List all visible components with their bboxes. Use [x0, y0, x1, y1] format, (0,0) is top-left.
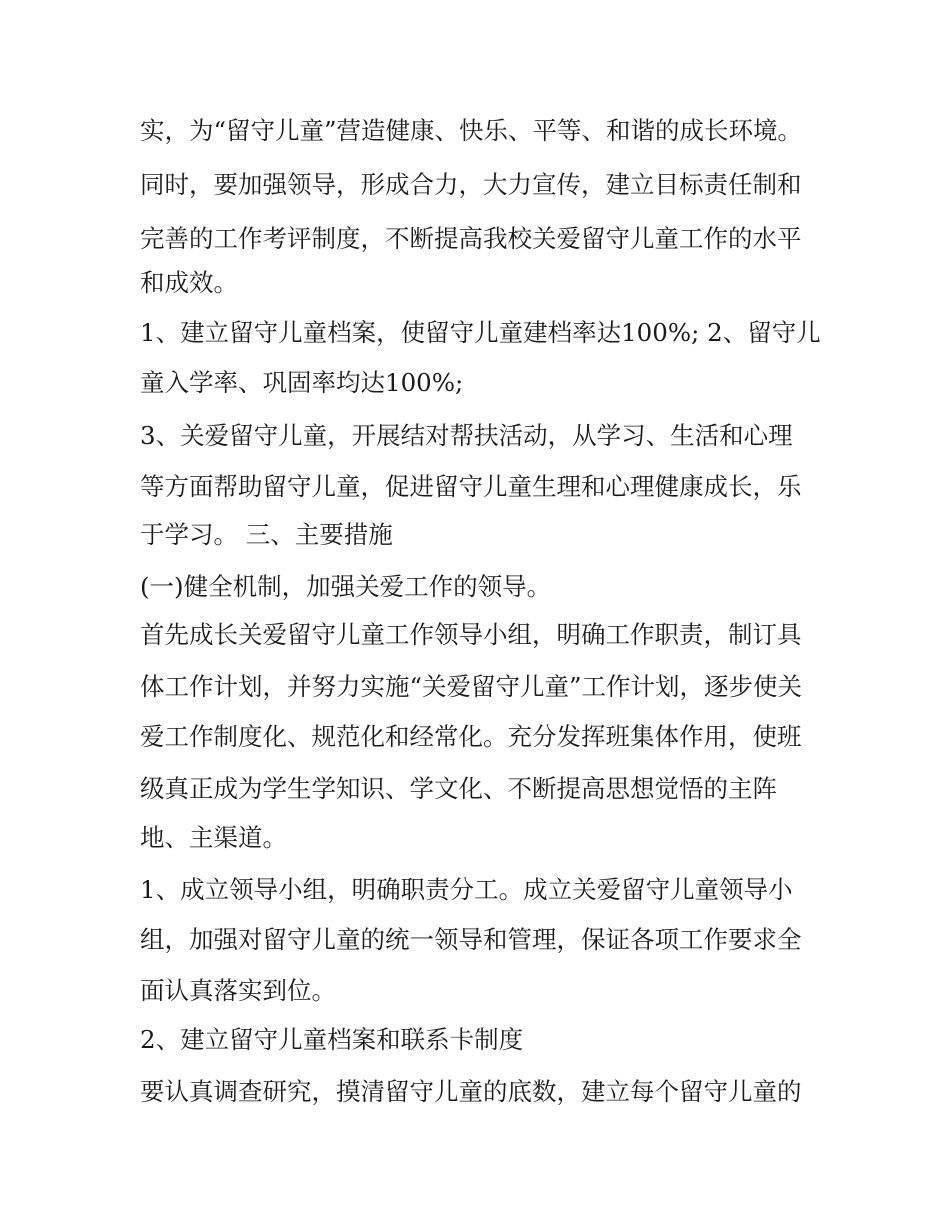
text-line: 和成效。	[140, 268, 238, 297]
text-line: 面认真落实到位。	[140, 976, 336, 1005]
text-line: 首先成长关爱留守儿童工作领导小组，明确工作职责，制订具	[140, 620, 802, 649]
text-line: 等方面帮助留守儿童，促进留守儿童生理和心理健康成长，乐	[140, 472, 802, 501]
text-line: (一)健全机制，加强关爱工作的领导。	[140, 572, 552, 601]
text-line: 于学习。 三、主要措施	[140, 520, 393, 549]
text-line: 爱工作制度化、规范化和经常化。充分发挥班集体作用，使班	[140, 722, 802, 751]
document-page	[140, 0, 820, 1229]
text-line: 要认真调查研究，摸清留守儿童的底数，建立每个留守儿童的	[140, 1077, 802, 1106]
text-line: 3、关爱留守儿童，开展结对帮扶活动，从学习、生活和心理	[140, 421, 793, 450]
text-line: 地、主渠道。	[140, 823, 287, 852]
text-line: 体工作计划，并努力实施“关爱留守儿童”工作计划，逐步使关	[140, 672, 803, 701]
text-line: 1、建立留守儿童档案，使留守儿童建档率达100%; 2、留守儿	[140, 318, 821, 347]
text-line: 同时，要加强领导，形成合力，大力宣传，建立目标责任制和	[140, 170, 802, 199]
text-line: 童入学率、巩固率均达100%;	[140, 368, 464, 397]
text-line: 级真正成为学生学知识、学文化、不断提高思想觉悟的主阵	[140, 774, 777, 803]
text-line: 1、成立领导小组，明确职责分工。成立关爱留守儿童领导小	[140, 875, 793, 904]
text-line: 完善的工作考评制度，不断提高我校关爱留守儿童工作的水平	[140, 224, 802, 253]
text-line: 组，加强对留守儿童的统一领导和管理，保证各项工作要求全	[140, 925, 802, 954]
text-line: 实，为“留守儿童”营造健康、快乐、平等、和谐的成长环境。	[140, 116, 803, 145]
text-line: 2、建立留守儿童档案和联系卡制度	[140, 1025, 524, 1054]
